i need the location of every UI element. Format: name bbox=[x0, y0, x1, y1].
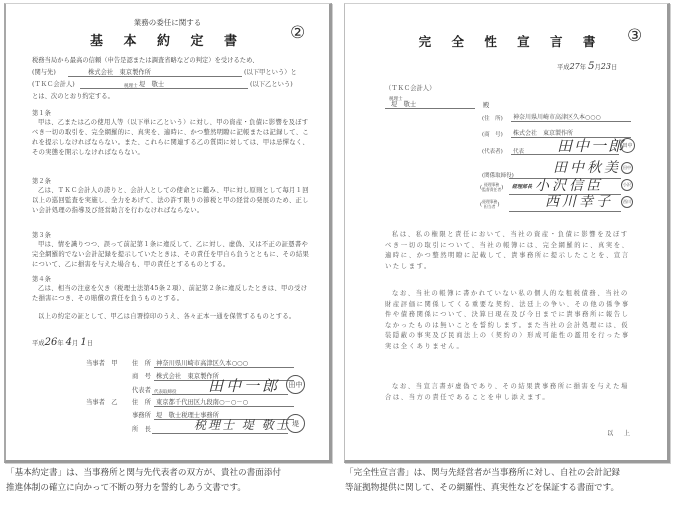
agreement-line: とは、次のとおり約定する。 bbox=[32, 93, 114, 100]
declaration-paragraph-1: 私は、私の権限と責任において、当社の資産・負債に影響を及ぼすべき一切の取引について、当社の帳簿には、完全網羅的に、真実を、適時に、かつ整然明瞭に記載して、貴事務所に提示したことを、宣言いたします。 bbox=[385, 231, 630, 270]
party-b-suffix: (以下乙という) bbox=[250, 81, 293, 88]
party-b-office-value: 堤 敬士税理士事務所 bbox=[156, 412, 219, 419]
party-b-role: 当事者 乙 bbox=[86, 399, 118, 406]
left-caption bbox=[6, 466, 281, 496]
party-b-signature: 税理士 堤 敬士 bbox=[194, 418, 290, 432]
document-number-badge: ② bbox=[290, 23, 306, 43]
article-1-heading: 第１条 bbox=[32, 110, 51, 117]
date-month: 4 bbox=[65, 337, 73, 348]
field-address-label: (住 所) bbox=[482, 116, 503, 122]
agreement-date bbox=[32, 338, 93, 349]
party-b-prefix: 税理士 bbox=[124, 84, 138, 89]
date-era: 平成 bbox=[32, 340, 45, 347]
party-b-value: 堤 敬士 bbox=[139, 81, 165, 88]
document-title: 基 本 約 定 書 bbox=[89, 34, 246, 49]
field-director-seal: 田中 bbox=[621, 162, 633, 174]
addressee-title: 税理士 bbox=[389, 97, 403, 102]
party-a-value: 株式会社 東京製作所 bbox=[88, 69, 151, 76]
party-b-seal: 堤 bbox=[286, 414, 305, 433]
right-caption bbox=[345, 466, 620, 496]
completeness-declaration-document bbox=[344, 3, 670, 463]
addressee-label: （ＴＫＣ会計人） bbox=[385, 85, 436, 92]
declaration-paragraph-3: なお、当宣言書が虚偽であり、その結果貴事務所に損害を与えた場合は、当方の責任であることを申し添えます。 bbox=[385, 383, 629, 401]
label-bottom: 担当者 bbox=[484, 203, 496, 209]
date-day: 1 bbox=[80, 337, 87, 348]
date-month: 5 bbox=[588, 61, 595, 72]
party-a-rep-label: 代表者 bbox=[132, 387, 151, 394]
document-number-badge: ③ bbox=[627, 26, 643, 46]
article-4-body: 乙は、相当の注意を欠き（税理士法第45条２項）、前記第２条に違反したときは、甲の受けた損害につき、その賠償の責任を負うものとする。 bbox=[32, 285, 308, 302]
party-a-label: (関与先) bbox=[32, 69, 56, 76]
document-title: 完 全 性 宣 言 書 bbox=[418, 34, 604, 49]
party-b-head-label: 所 長 bbox=[132, 426, 151, 433]
article-1-body: 甲は、乙または乙の使用人等（以下単に乙という）に対し、甲の資産・負債に影響を及ぼすべき一切の取引を、完全網羅的に、真実を、適時に、かつ整然明瞭に記帳または記録して、これを提示しなければならない。また、これらに関連する乙の質問に対しては、甲は忌憚なく、その実態を開示しなければならない。 bbox=[32, 119, 309, 156]
party-a-rep-prefix: 代表取締役 bbox=[154, 390, 177, 395]
article-3-heading: 第３条 bbox=[32, 232, 51, 239]
date-year-unit: 年 bbox=[57, 340, 64, 347]
field-supervisor-signature: 小沢信臣 bbox=[535, 178, 603, 194]
addressee-honorific: 殿 bbox=[483, 102, 490, 109]
field-address-value: 神奈川県川崎市高津区久本○○○ bbox=[513, 114, 601, 121]
party-a-suffix: (以下甲という）と bbox=[244, 69, 297, 76]
article-2-body: 乙は、ＴＫＣ会計人の誇りと、会計人としての使命とに鑑み、甲に対し原則として毎月１回以上の巡回監査を実施し、全力をあげて、法の許す限りの節税と甲の経営の発展のため、正しい会計処理の指導及び経営助言を行わなければならない。 bbox=[32, 187, 309, 214]
field-company-label: (商 号) bbox=[482, 132, 503, 138]
date-day-unit: 日 bbox=[86, 340, 93, 347]
field-supervisor-seal: 小沢 bbox=[621, 179, 633, 191]
document-subtitle: 業務の委任に関する bbox=[133, 18, 202, 27]
declaration-date bbox=[557, 62, 617, 73]
date-year: 27 bbox=[569, 62, 580, 71]
field-director-signature: 田中秋美 bbox=[553, 160, 621, 176]
party-a-company-label: 商 号 bbox=[132, 373, 151, 380]
party-a-address-value: 神奈川県川崎市高津区久本○○○ bbox=[156, 360, 249, 367]
field-representative-seal: 田中 bbox=[620, 138, 635, 153]
addressee-name: 堤 敬士 bbox=[391, 101, 417, 108]
date-month-unit: 月 bbox=[72, 340, 79, 347]
article-4-heading: 第４条 bbox=[32, 276, 51, 283]
field-company-value: 株式会社 東京製作所 bbox=[513, 130, 574, 137]
intro-text: 税務当局から最高の信頼（申告是認または調査省略などの判定）を受けるため、 bbox=[32, 57, 259, 64]
date-era: 平成 bbox=[557, 64, 570, 71]
party-b-label: (ＴＫＣ会計人) bbox=[32, 81, 75, 88]
label-top: 経理事務 bbox=[484, 182, 500, 187]
party-a-address-label: 住 所 bbox=[132, 360, 151, 367]
right-caption-line-2: 等証拠物提供に関して、その網羅性、真実性などを保証する書面です。 bbox=[345, 483, 620, 493]
field-clerk-signature: 西川幸子 bbox=[545, 194, 613, 210]
label-bottom: 監督責任者 bbox=[482, 186, 502, 192]
field-supervisor-prefix: 経理部長 bbox=[512, 184, 533, 190]
label-top: 経理事務 bbox=[482, 199, 498, 204]
field-director-label: (関係取締役) bbox=[482, 173, 514, 179]
article-3-body: 甲は、情を識りつつ、誤って前記第１条に違反して、乙に対し、虚偽、又は不正の証憑書や完全網羅的でない会計記録を提示していたときは、その責任を甲自ら負うとともに、その結果について、乙に損害を与えた場合も、甲の責任とするものとする。 bbox=[32, 241, 310, 268]
date-day: 23 bbox=[600, 62, 611, 71]
left-caption-line-1: 「基本約定書」は、当事務所と関与先代表者の双方が、貴社の書面添付 bbox=[6, 468, 282, 478]
declaration-paragraph-2: なお、当社の帳簿に書かれていない私の個人的な租税債務、当社の財産評価に関係してくる重要な契約、法廷上の争い、その他の係争事件や債務関係について、決算日現在及び今日までに貴事務所に報告しなかったものは無いことを誓約します。また当社の会計処理には、仮装隠蔽の事実及び民商法上の（契約の）形成可能性の濫用を行った事実は全くありません。 bbox=[385, 290, 630, 350]
right-caption-line-1: 「完全性宣言書」は、関与先経営者が当事務所に対し、自社の会計記録 bbox=[345, 468, 621, 478]
closing-text: 以上の約定の証として、甲乙は自署捺印のうえ、各々正本一通を保管するものとする。 bbox=[38, 313, 296, 320]
field-representative-label: (代表者) bbox=[482, 149, 503, 155]
party-a-signature: 田中一郎 bbox=[208, 377, 281, 395]
field-clerk-seal: 西川 bbox=[621, 196, 633, 208]
left-caption-line-2: 推進体制の確立に向かって不断の努力を誓約しあう文書です。 bbox=[6, 483, 246, 493]
field-clerk-label: (経理事務 担当者 ) bbox=[480, 199, 500, 209]
party-a-role: 当事者 甲 bbox=[86, 360, 118, 367]
date-day-unit: 日 bbox=[610, 64, 618, 71]
party-a-company-value: 株式会社 東京製作所 bbox=[156, 373, 219, 380]
field-representative-signature: 田中一郎 bbox=[557, 137, 626, 155]
party-b-office-label: 事務所 bbox=[132, 412, 151, 419]
party-b-address-label: 住 所 bbox=[132, 399, 151, 406]
field-representative-prefix: 代表 bbox=[513, 149, 525, 155]
basic-agreement-document bbox=[4, 3, 332, 463]
date-year: 26 bbox=[44, 337, 58, 348]
field-supervisor-label: (経理事務 監督責任者) bbox=[480, 182, 504, 192]
closing-mark: 以 上 bbox=[607, 430, 632, 437]
party-b-address-value: 東京都千代田区九段南○－○－○ bbox=[156, 399, 249, 406]
date-month-unit: 月 bbox=[594, 64, 601, 71]
article-2-heading: 第２条 bbox=[32, 178, 51, 185]
party-a-seal: 田中 bbox=[286, 375, 305, 394]
date-year-unit: 年 bbox=[579, 64, 587, 71]
